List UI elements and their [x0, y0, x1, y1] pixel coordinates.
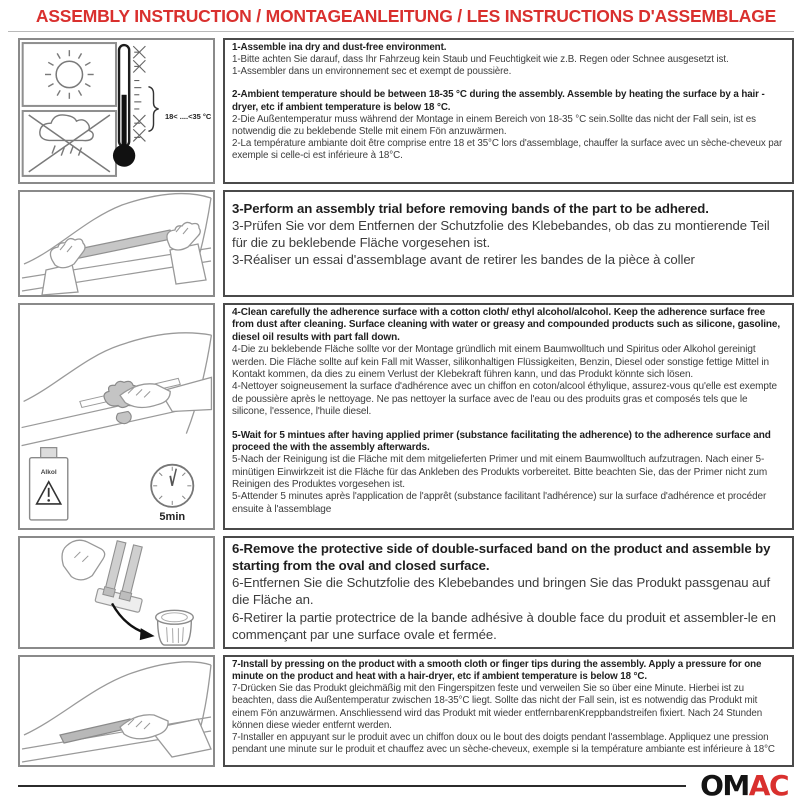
- step-1-en: 1-Assemble ina dry and dust-free environment.: [232, 42, 447, 53]
- clock-label: 5min: [159, 510, 186, 523]
- peeling-hand: [62, 540, 105, 580]
- clean-illustration-cell: [18, 303, 215, 530]
- product-with-bands: [95, 539, 155, 613]
- hand-press-install-illustration: [20, 657, 213, 765]
- environment-icons: [20, 40, 213, 182]
- step-text-trial: [223, 190, 794, 297]
- crossed-rain-cloud-icon: [23, 111, 116, 176]
- press-illustration-cell: [18, 655, 215, 767]
- thermometer-icon: [113, 45, 212, 167]
- peel-bands-trash-illustration: [20, 538, 213, 647]
- trash-can-icon: [156, 610, 194, 645]
- step-row-environment: [18, 38, 794, 184]
- title-divider: [8, 31, 794, 32]
- step-text-remove-band: [223, 536, 794, 649]
- step-7-en: 7-Install by pressing on the product with a smooth cloth or finger tips during the assembly. Apply a pressure for one minute on the product and heat with a hair-dryer, etc if ambient temperature is below 18 °C.: [232, 659, 762, 683]
- logo-text-red: AC: [748, 769, 788, 800]
- discard-illustration-cell: [18, 536, 215, 649]
- step-7-fr: 7-Installer en appuyant sur le produit avec un chiffon doux ou le bout des doigts pendant l'assemblage. Appliquez une pression pendant une minute sur le produit et chauffez avec un sèche-cheveux, exemple si la température ambiante est inférieure à 18°C: [232, 731, 775, 755]
- wiping-hand: [120, 377, 211, 411]
- step-3-fr: 3-Réaliser un essai d'assemblage avant de retirer les bandes de la pièce à coller: [232, 252, 695, 268]
- step-text-install: [223, 655, 794, 767]
- step-6-fr: 6-Retirer la partie protectrice de la bande adhésive à double face du produit et assembler-le en commençant par une surface ovale et fermée.: [232, 609, 776, 642]
- step-6-en: 6-Remove the protective side of double-surfaced band on the product and assemble by starting from the oval and closed surface.: [232, 541, 771, 574]
- step-1-fr: 1-Assembler dans un environnement sec et exempt de poussière.: [232, 66, 512, 78]
- step-3-en: 3-Perform an assembly trial before removing bands of the part to be adhered.: [232, 201, 709, 216]
- step-4-en: 4-Clean carefully the adherence surface with a cotton cloth/ ethyl alcohol/alcohol. Keep the adherence surface free from dust after cleaning. Surface cleaning with water or greasy and compounded products such as silicone, gasoline, diesel oil results with part fall down.: [232, 307, 781, 343]
- right-hand: [167, 222, 206, 284]
- step-7-de: 7-Drücken Sie das Produkt gleichmäßig mit den Fingerspitzen feste und verweilen Sie so über eine Minute. Hierbei ist zu beachten, dass die Außentemperatur zwischen 18-35°C liegt. Sollte das nicht der Fall sein, ist es notwendig das Produkt mit einem Fön anzuwärmen. Anschliessend wird das Produkt mit wieder entfernbarenKreppbandstreifen fixiert. Nach 24 Stunden können diese wieder entfernt werden.: [232, 683, 763, 731]
- step-row-clean: [18, 303, 794, 530]
- environment-icons-cell: [18, 38, 215, 184]
- logo-text-black: OM: [700, 769, 749, 800]
- alcohol-bottle-warning-icon: [30, 448, 68, 520]
- step-row-remove-band: [18, 536, 794, 649]
- alcohol-bottle-label: Alkol: [40, 468, 57, 476]
- step-row-trial: [18, 190, 794, 297]
- trial-illustration-cell: [18, 190, 215, 297]
- step-4-fr: 4-Nettoyer soigneusement la surface d'adhérence avec un chiffon en coton/alcool éthylique, assurez-vous qu'elle est exempte de poussière après le nettoyage. Ne pas nettoyer la surface avec de l'eau ou des produits gras et composés tels que le silicone, l'essence, l'huile diesel.: [232, 381, 778, 418]
- hand-wiping-sill-illustration: [20, 305, 213, 528]
- step-5-de: 5-Nach der Reinigung ist die Fläche mit dem mitgelieferten Primer und mit einem Baumwolltuch aufzutragen. Nach einer 5-minütigen Einwirkzeit ist die Fläche für das Ankleben des Produkts vorbereitet. Bitte beachten Sie, das der Primer nicht zum Reinigen des Produktes vorgesehen ist.: [232, 454, 768, 491]
- step-2-fr: 2-La température ambiante doit être comprise entre 18 et 35°C lors d'assemblage, chauffer la surface avec un sèche-cheveux par exemple si celle-ci est inférieure à 18°C.: [232, 137, 783, 162]
- step-2-de: 2-Die Außentemperatur muss während der Montage in einem Bereich von 18-35 °C sein.Sollte das nicht der Fall sein, ist es notwendig die zu beklebende Stelle mit einem Fön anzuwärmen.: [232, 113, 756, 137]
- pressing-hand: [120, 715, 211, 757]
- step-4-de: 4-Die zu beklebende Fläche sollte vor der Montage gründlich mit einem Baumwolltuch und Spiritus oder Alkohol gereinigt werden. Die Fläche sollte auf kein Fall mit Wasser, silikonhaltigen Flüssigkeiten, Benzin, Diesel oder sonstige fettige Mittel in Kontakt kommen, da dies zu einem Verlust der Klebekraft führen kann, und das Produkt könnte sich lösen.: [232, 344, 769, 380]
- step-5-fr: 5-Attender 5 minutes après l'application de l'apprêt (substance facilitant l'adhérence) sur la surface d'adhérence et procéder ensuite à l'assemblage: [232, 491, 767, 515]
- page-title: ASSEMBLY INSTRUCTION / MONTAGEANLEITUNG / LES INSTRUCTIONS D'ASSEMBLAGE: [35, 6, 777, 26]
- left-hand: [42, 239, 85, 295]
- step-5-en: 5-Wait for 5 mintues after having applied primer (substance facilitating the adherence) to the adherence surface and proceed the with the assembly afterwards.: [232, 429, 771, 453]
- omac-logo: [700, 769, 788, 800]
- footer-divider: [18, 785, 686, 787]
- step-1-de: 1-Bitte achten Sie darauf, dass Ihr Fahrzeug kein Staub und Feuchtigkeit wie z.B. Regen oder Schnee ausgesetzt ist.: [232, 54, 729, 66]
- sun-icon: [23, 43, 116, 106]
- step-text-clean: [223, 303, 794, 530]
- step-text-environment: [223, 38, 794, 184]
- clock-5min-icon: [151, 465, 193, 523]
- step-row-install: [18, 655, 794, 767]
- step-3-de: 3-Prüfen Sie vor dem Entfernen der Schutzfolie des Klebebandes, ob das zu montierende Teil für die zu beklebende Fläche vorgesehen ist.: [232, 218, 770, 251]
- hands-trial-fit-illustration: [20, 192, 213, 295]
- footer: [18, 769, 794, 800]
- step-6-de: 6-Entfernen Sie die Schutzfolie des Klebebandes und bringen Sie das Produkt passgenau auf die Fläche an.: [232, 575, 771, 608]
- step-2-en: 2-Ambient temperature should be between 18-35 °C during the assembly. Assemble by heating the surface by a hair -dryer, etc if ambient temperature is below 18 °C.: [232, 89, 765, 113]
- thermometer-range-label: 18< ....<35 °C: [164, 112, 212, 122]
